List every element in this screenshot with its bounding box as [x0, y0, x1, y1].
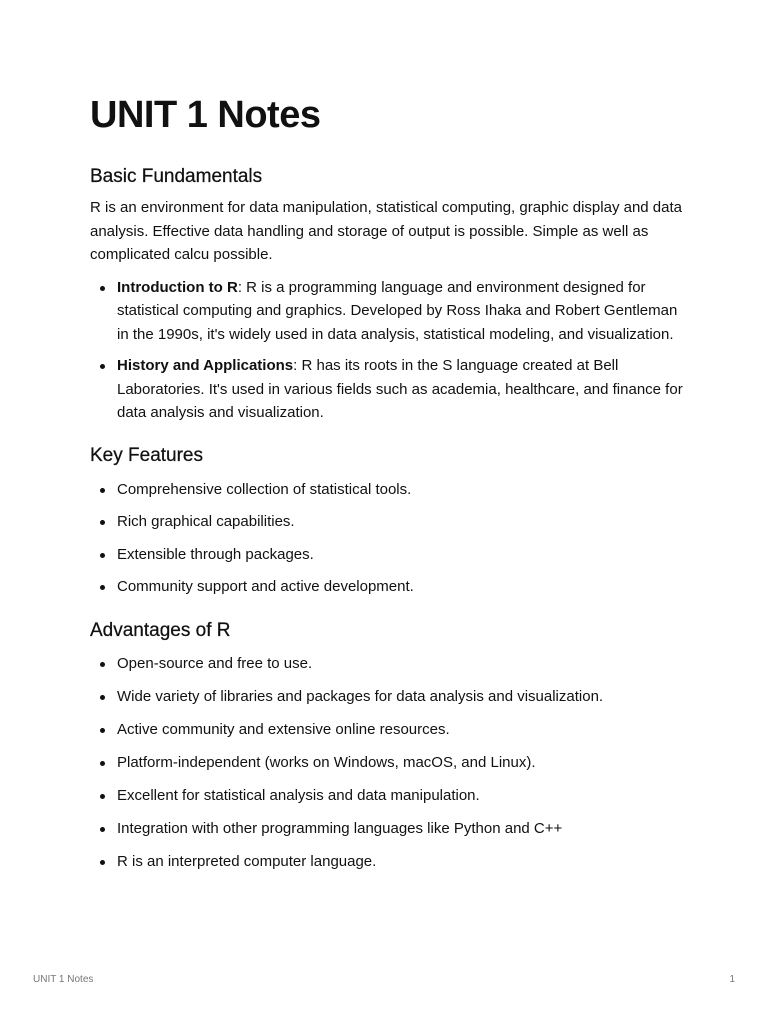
basic-intro-paragraph: R is an environment for data manipulation, statistical computing, graphic display and data analysis. Effective data handling and storage of output is possible. Simple as well as complicated calcu possible.: [90, 199, 682, 263]
list-item: R is an interpreted computer language.: [90, 850, 690, 874]
heading-basic-fundamentals: Basic Fundamentals: [90, 166, 263, 187]
footer-title: UNIT 1 Notes: [33, 974, 94, 985]
list-item: Comprehensive collection of statistical tools.: [90, 478, 690, 502]
list-item-introduction: [90, 276, 690, 347]
list-item: Extensible through packages.: [90, 543, 690, 567]
list-item: Community support and active development.: [90, 575, 690, 599]
page-number: 1: [729, 974, 735, 985]
item-label: Introduction to R: [117, 278, 238, 296]
key-features-list: [90, 478, 690, 599]
list-item: Rich graphical capabilities.: [90, 510, 690, 534]
page-title: UNIT 1 Notes: [90, 94, 321, 136]
list-item-history: [90, 354, 690, 425]
list-item: Open-source and free to use.: [90, 652, 690, 676]
heading-advantages: Advantages of R: [90, 619, 231, 641]
item-label: History and Applications: [117, 357, 294, 374]
basic-fundamentals-list: [90, 276, 690, 425]
heading-key-features: Key Features: [90, 444, 203, 466]
list-item: Platform-independent (works on Windows, macOS, and Linux).: [90, 751, 690, 775]
advantages-list: [90, 652, 690, 874]
list-item: Active community and extensive online resources.: [90, 718, 690, 742]
item-text: : R has its roots in the S language created at Bell Laboratories. It's used in various fields such as academia, healthcare, and finance for data analysis and visualization.: [117, 357, 683, 421]
list-item: Excellent for statistical analysis and data manipulation.: [90, 784, 690, 808]
item-text: : R is a programming language and environment designed for statistical computing and graphics. Developed by Ross Ihaka and Robert Gentleman in the 1990s, it's widely used in data analysis, statistical modeling, and visualization.: [117, 278, 678, 343]
document-page: [90, 92, 690, 873]
list-item: Wide variety of libraries and packages for data analysis and visualization.: [90, 685, 690, 709]
list-item: Integration with other programming languages like Python and C++: [90, 817, 690, 841]
